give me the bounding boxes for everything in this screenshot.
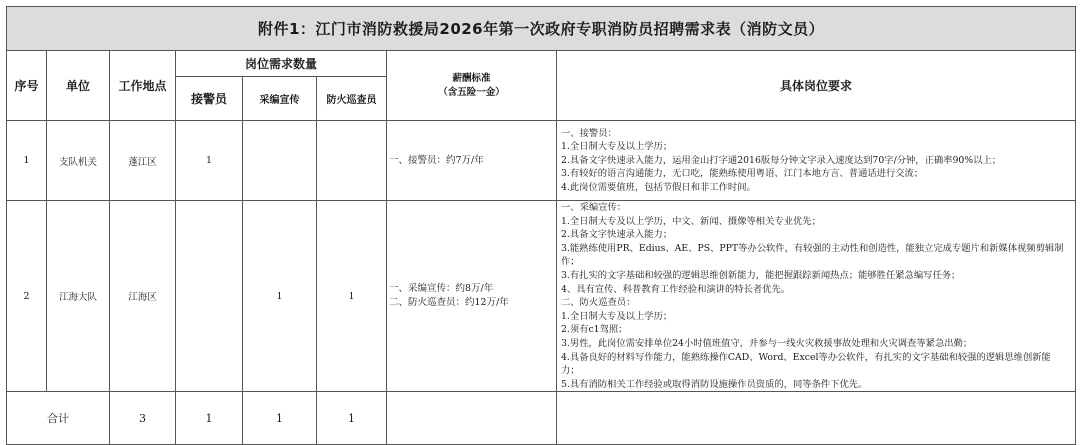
requirement-line: 4、具有宣传、科普教育工作经验和演讲的特长者优先。 [561,283,791,295]
row-location: 江海区 [110,201,176,392]
row-count-dispatcher: 1 [176,121,243,201]
header-fire-inspector: 防火巡查员 [317,77,387,121]
requirement-line: 4.具备良好的材料写作能力，能熟练操作CAD、Word、Excel等办公软件，有扎实的文字基础和较强的逻辑思维创新能力； [561,351,1051,377]
header-salary [387,51,557,121]
row-requirements [557,121,1076,201]
row-count-fire-inspector: 1 [317,201,387,392]
requirement-line: 4.此岗位需要值班，包括节假日和非工作时间。 [561,181,756,193]
requirement-line: 3.男性，此岗位需安排单位24小时值班值守，并参与一线火灾救援事故处理和火灾调查等紧急出勤； [561,337,973,349]
total-count-publicity: 1 [243,392,317,445]
salary-line: 一、采编宣传：约8万/年 [389,283,494,295]
total-sum: 3 [110,392,176,445]
row-location: 蓬江区 [110,121,176,201]
salary-line: 一、接警员：约7万/年 [389,154,484,166]
salary-line: 二、防火巡查员：约12万/年 [389,297,509,309]
requirement-line: 二、防火巡查员： [561,297,636,309]
header-unit: 单位 [47,51,110,121]
table-row [7,121,1076,201]
row-count-fire-inspector [317,121,387,201]
row-count-publicity [243,121,317,201]
requirement-line: 2.须有c1驾照； [561,324,628,336]
header-salary-note: （含五险一金） [438,86,505,98]
requirement-line: 1.全日制大专及以上学历； [561,310,673,322]
requirement-line: 3.能熟练使用PR、Edius、AE、PS、PPT等办公软件，有较强的主动性和创造性，能独立完成专题片和新媒体视频剪辑制作； [561,242,1064,268]
requirement-line: 一、接警员： [561,127,617,139]
table-title: 附件1：江门市消防救援局2026年第一次政府专职消防员招聘需求表（消防文员） [7,7,1076,51]
requirement-line: 一、采编宣传： [561,202,627,213]
total-salary-empty [387,392,557,445]
row-count-publicity: 1 [243,201,317,392]
total-count-fire-inspector: 1 [317,392,387,445]
requirement-line: 3.有较好的语言沟通能力，无口吃，能熟练使用粤语、江门本地方言、普通话进行交流； [561,168,924,180]
header-demand-group: 岗位需求数量 [176,51,387,77]
row-unit: 支队机关 [47,121,110,201]
header-seq: 序号 [7,51,47,121]
header-salary-title: 薪酬标准 [452,72,491,84]
row-unit: 江海大队 [47,201,110,392]
requirement-line: 1.全日制大专及以上学历，中文、新闻、摄像等相关专业优先； [561,215,821,227]
row-salary [387,121,557,201]
requirement-line: 3.有扎实的文字基础和较强的逻辑思维创新能力，能把握跟踪新闻热点；能够胜任紧急编写任务； [561,269,961,281]
total-requirements-empty [557,392,1076,445]
header-publicity: 采编宣传 [243,77,317,121]
row-seq: 1 [7,121,47,201]
row-salary [387,201,557,392]
requirement-line: 1.全日制大专及以上学历； [561,141,673,153]
total-row [7,392,1076,445]
recruitment-table [6,6,1076,445]
table-row [7,201,1076,392]
row-requirements [557,201,1076,392]
requirement-line: 2.具备文字快速录入能力； [561,229,673,241]
row-seq: 2 [7,201,47,392]
header-requirements: 具体岗位要求 [557,51,1076,121]
row-count-dispatcher [176,201,243,392]
header-dispatcher: 接警员 [176,77,243,121]
total-count-dispatcher: 1 [176,392,243,445]
requirement-line: 5.具有消防相关工作经验或取得消防设施操作员资质的，同等条件下优先。 [561,378,868,390]
header-location: 工作地点 [110,51,176,121]
total-label: 合计 [7,392,110,445]
requirement-line: 2.具备文字快速录入能力，运用金山打字通2016版每分钟文字录入速度达到70字/分钟，正确率90%以上； [561,154,1002,166]
